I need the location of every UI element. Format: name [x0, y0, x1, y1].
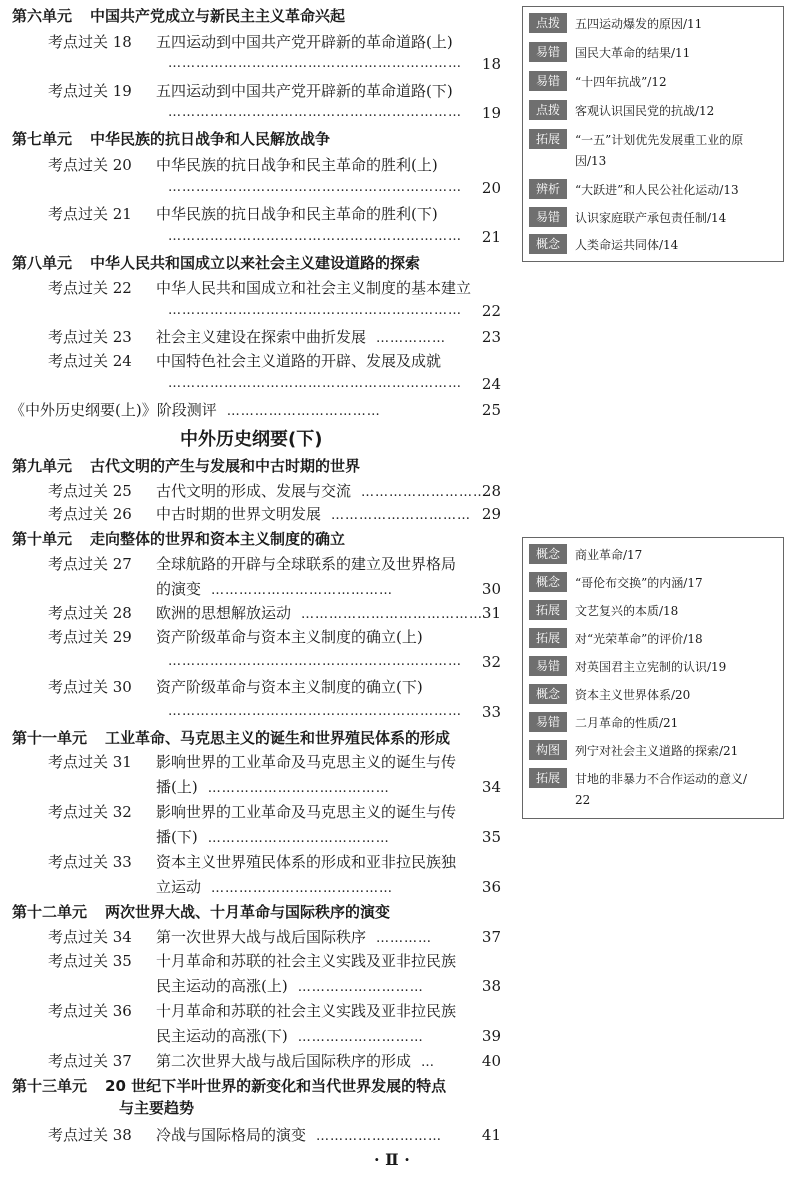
lesson-title-text: 社会主义建设在探索中曲折发展 [156, 328, 367, 346]
note-tag: 易错 [529, 42, 567, 62]
note-text: 客观认识国民党的抗战/12 [575, 104, 715, 118]
page-number: 30 [481, 580, 501, 598]
unit-heading [12, 901, 390, 923]
unit-title: 古代文明的产生与发展和中古时期的世界 [90, 457, 361, 475]
lesson-title[interactable]: 影响世界的工业革命及马克思主义的诞生与传 [156, 753, 457, 771]
leader-dots: ……………………………………………………… [168, 654, 462, 669]
note-item[interactable] [529, 129, 744, 168]
lesson-title-text: 的演变 [156, 580, 202, 598]
note-item[interactable] [529, 13, 702, 35]
page-number: 28 [481, 482, 501, 500]
lesson-label: 考点过关 37 [48, 1052, 132, 1070]
lesson-title[interactable]: 十月革命和苏联的社会主义实践及亚非拉民族 [156, 952, 457, 970]
unit-number: 第八单元 [12, 254, 73, 272]
note-tag: 易错 [529, 712, 567, 732]
note-item[interactable] [529, 207, 726, 229]
lesson-title-text: 古代文明的形成、发展与交流 [156, 482, 352, 500]
note-item[interactable] [529, 712, 678, 734]
lesson-label: 考点过关 20 [48, 156, 132, 174]
note-text: 对“光荣革命”的评价/18 [575, 632, 703, 646]
note-tag: 拓展 [529, 600, 567, 620]
lesson-title[interactable] [156, 1050, 435, 1074]
note-item[interactable] [529, 572, 703, 594]
lesson-label: 考点过关 28 [48, 604, 132, 622]
page-number: 18 [481, 55, 501, 73]
leader-dots: ……………………………………………………… [168, 180, 462, 195]
lesson-title[interactable]: 资本主义世界殖民体系的形成和亚非拉民族独 [156, 853, 457, 871]
note-item[interactable] [529, 234, 678, 256]
lesson-title-text: 民主运动的高涨(上) [156, 977, 288, 995]
note-tag: 概念 [529, 234, 567, 254]
page-number: 33 [481, 703, 501, 721]
note-item[interactable] [529, 740, 738, 762]
page-number: 36 [481, 878, 501, 896]
part-heading: 中外历史纲要(下) [180, 429, 323, 450]
unit-heading [12, 727, 450, 749]
note-item[interactable] [529, 656, 726, 678]
note-tag: 拓展 [529, 628, 567, 648]
lesson-label: 考点过关 18 [48, 33, 132, 51]
unit-title: 中华人民共和国成立以来社会主义建设道路的探索 [90, 254, 421, 272]
note-item[interactable] [529, 71, 667, 93]
lesson-title[interactable] [156, 503, 471, 527]
lesson-label: 考点过关 33 [48, 853, 132, 871]
lesson-title-text: 冷战与国际格局的演变 [156, 1126, 307, 1144]
lesson-title[interactable]: 中国特色社会主义道路的开辟、发展及成就 [156, 352, 442, 370]
lesson-title[interactable]: 资产阶级革命与资本主义制度的确立(上) [156, 628, 423, 646]
lesson-title[interactable]: 全球航路的开辟与全球联系的建立及世界格局 [156, 555, 457, 573]
note-tag: 易错 [529, 207, 567, 227]
note-tag: 拓展 [529, 768, 567, 788]
lesson-label: 考点过关 27 [48, 555, 132, 573]
lesson-label: 考点过关 38 [48, 1126, 132, 1144]
unit-title: 中国共产党成立与新民主主义革命兴起 [90, 7, 346, 25]
note-text: 文艺复兴的本质/18 [575, 604, 679, 618]
page-number: 25 [481, 401, 501, 419]
lesson-title-text: 第一次世界大战与战后国际秩序 [156, 928, 367, 946]
assessment-entry[interactable] [10, 399, 381, 423]
lesson-title-text: 立运动 [156, 878, 202, 896]
lesson-title[interactable]: 五四运动到中国共产党开辟新的革命道路(上) [156, 33, 453, 51]
leader-dots: ………………………… [331, 508, 472, 523]
page-number: 29 [481, 505, 501, 523]
lesson-label: 考点过关 34 [48, 928, 132, 946]
lesson-title[interactable] [156, 602, 483, 626]
unit-title-continued: 与主要趋势 [119, 1099, 195, 1117]
lesson-label: 考点过关 35 [48, 952, 132, 970]
lesson-title[interactable]: 五四运动到中国共产党开辟新的革命道路(下) [156, 82, 453, 100]
lesson-title-continued [156, 876, 393, 900]
page-number: 20 [481, 179, 501, 197]
lesson-title[interactable]: 中华民族的抗日战争和民主革命的胜利(上) [156, 156, 438, 174]
note-text: 列宁对社会主义道路的探索/21 [575, 744, 739, 758]
note-text: “大跃进”和人民公社化运动/13 [575, 183, 739, 197]
page-number: 41 [481, 1126, 501, 1144]
unit-heading [12, 1075, 447, 1117]
leader-dots: ……………………………………………………… [168, 229, 462, 244]
unit-title: 20 世纪下半叶世界的新变化和当代世界发展的特点 [105, 1077, 447, 1095]
lesson-label: 考点过关 26 [48, 505, 132, 523]
page-number: 35 [481, 828, 501, 846]
note-tag: 构图 [529, 740, 567, 760]
note-text: 二月革命的性质/21 [575, 716, 679, 730]
note-text: 五四运动爆发的原因/11 [575, 17, 703, 31]
note-tag: 概念 [529, 684, 567, 704]
lesson-label: 考点过关 32 [48, 803, 132, 821]
page-number: 21 [481, 228, 501, 246]
leader-dots: ……………………… [297, 980, 424, 995]
leader-dots: … [421, 1055, 436, 1070]
note-tag: 点拨 [529, 100, 567, 120]
note-text-continued: 因/13 [575, 154, 607, 168]
unit-heading [12, 455, 360, 477]
page-number: 39 [481, 1027, 501, 1045]
page-number: 32 [481, 653, 501, 671]
note-tag: 拓展 [529, 129, 567, 149]
unit-number: 第七单元 [12, 130, 73, 148]
unit-number: 第九单元 [12, 457, 73, 475]
page-number: 37 [481, 928, 501, 946]
leader-dots: ……………………… [297, 1030, 424, 1045]
unit-title: 两次世界大战、十月革命与国际秩序的演变 [105, 903, 391, 921]
lesson-label: 考点过关 19 [48, 82, 132, 100]
page-number: 24 [481, 375, 501, 393]
leader-dots: ……………………………………………………… [168, 56, 462, 71]
note-tag: 概念 [529, 572, 567, 592]
lesson-label: 考点过关 30 [48, 678, 132, 696]
note-text: 资本主义世界体系/20 [575, 688, 691, 702]
lesson-title-continued [156, 1025, 424, 1049]
leader-dots: ………………………………… [207, 781, 390, 796]
note-text: 人类命运共同体/14 [575, 238, 679, 252]
lesson-title-continued [156, 975, 424, 999]
note-item[interactable] [529, 42, 690, 64]
lesson-title-continued [156, 826, 390, 850]
unit-number: 第十三单元 [12, 1077, 88, 1095]
page-number: 22 [481, 302, 501, 320]
lesson-title[interactable] [156, 926, 432, 950]
leader-dots: ……………………………………………………… [168, 303, 462, 318]
unit-number: 第六单元 [12, 7, 73, 25]
leader-dots: ………………………………… [301, 607, 484, 622]
lesson-label: 考点过关 31 [48, 753, 132, 771]
lesson-title-text: 民主运动的高涨(下) [156, 1027, 288, 1045]
lesson-title[interactable] [156, 326, 446, 350]
lesson-title-text: 第二次世界大战与战后国际秩序的形成 [156, 1052, 412, 1070]
page-number: 38 [481, 977, 501, 995]
lesson-title-continued [156, 776, 390, 800]
note-tag: 辨析 [529, 179, 567, 199]
leader-dots: ………………………………… [211, 881, 394, 896]
unit-number: 第十二单元 [12, 903, 88, 921]
leader-dots: ………………………………… [211, 583, 394, 598]
lesson-title[interactable]: 十月革命和苏联的社会主义实践及亚非拉民族 [156, 1002, 457, 1020]
unit-heading [12, 252, 420, 274]
lesson-title-text: 欧洲的思想解放运动 [156, 604, 292, 622]
note-text: 国民大革命的结果/11 [575, 46, 691, 60]
page-number: 23 [481, 328, 501, 346]
leader-dots: ……………………… [316, 1129, 443, 1144]
leader-dots: ……………………………………………………… [168, 376, 462, 391]
note-text: 对英国君主立宪制的认识/19 [575, 660, 727, 674]
unit-title: 走向整体的世界和资本主义制度的确立 [90, 530, 346, 548]
note-tag: 易错 [529, 71, 567, 91]
page-number: 34 [481, 778, 501, 796]
leader-dots: ……………………………………………………… [168, 105, 462, 120]
note-item[interactable] [529, 179, 739, 201]
note-text: “一五”计划优先发展重工业的原 [575, 133, 744, 147]
note-item[interactable] [529, 684, 690, 706]
sidebox-notes-1 [522, 6, 784, 262]
note-item[interactable] [529, 600, 678, 622]
lesson-title[interactable] [156, 1124, 442, 1148]
lesson-label: 考点过关 36 [48, 1002, 132, 1020]
lesson-title[interactable]: 影响世界的工业革命及马克思主义的诞生与传 [156, 803, 457, 821]
note-text: 认识家庭联产承包责任制/14 [575, 211, 727, 225]
lesson-title-text: 中古时期的世界文明发展 [156, 505, 322, 523]
lesson-label: 考点过关 25 [48, 482, 132, 500]
leader-dots: …………… [376, 331, 447, 346]
unit-title: 工业革命、马克思主义的诞生和世界殖民体系的形成 [105, 729, 451, 747]
unit-number: 第十一单元 [12, 729, 88, 747]
unit-heading [12, 128, 330, 150]
unit-heading [12, 528, 345, 550]
note-item[interactable] [529, 100, 714, 122]
page-number: 19 [481, 104, 501, 122]
leader-dots: ………………………………… [207, 831, 390, 846]
leader-dots: ……………………… [361, 485, 488, 500]
leader-dots: …………………………… [226, 404, 381, 419]
lesson-label: 考点过关 22 [48, 279, 132, 297]
note-tag: 易错 [529, 656, 567, 676]
lesson-title[interactable]: 中华人民共和国成立和社会主义制度的基本建立 [156, 279, 472, 297]
page-footer: · Ⅱ · [374, 1150, 410, 1169]
leader-dots: ………… [376, 931, 433, 946]
lesson-label: 考点过关 24 [48, 352, 132, 370]
note-item[interactable] [529, 544, 642, 566]
page-number: 31 [481, 604, 501, 622]
note-item[interactable] [529, 768, 748, 807]
note-tag: 点拨 [529, 13, 567, 33]
sidebox-notes-2 [522, 537, 784, 819]
note-text: “哥伦布交换”的内涵/17 [575, 576, 703, 590]
lesson-title[interactable]: 资产阶级革命与资本主义制度的确立(下) [156, 678, 423, 696]
note-text: 商业革命/17 [575, 548, 643, 562]
unit-number: 第十单元 [12, 530, 73, 548]
unit-heading [12, 5, 345, 27]
note-text: “十四年抗战”/12 [575, 75, 667, 89]
page-number: 40 [481, 1052, 501, 1070]
assessment-title: 《中外历史纲要(上)》阶段测评 [10, 401, 217, 419]
lesson-title-text: 播(上) [156, 778, 198, 796]
lesson-title[interactable] [156, 480, 487, 504]
lesson-title-text: 播(下) [156, 828, 198, 846]
unit-title: 中华民族的抗日战争和人民解放战争 [90, 130, 331, 148]
lesson-label: 考点过关 29 [48, 628, 132, 646]
leader-dots: ……………………………………………………… [168, 704, 462, 719]
note-text: 甘地的非暴力不合作运动的意义/ [575, 772, 748, 786]
note-item[interactable] [529, 628, 703, 650]
lesson-label: 考点过关 23 [48, 328, 132, 346]
lesson-title-continued [156, 578, 393, 602]
note-tag: 概念 [529, 544, 567, 564]
note-text-continued: 22 [575, 793, 591, 807]
lesson-title[interactable]: 中华民族的抗日战争和民主革命的胜利(下) [156, 205, 438, 223]
lesson-label: 考点过关 21 [48, 205, 132, 223]
